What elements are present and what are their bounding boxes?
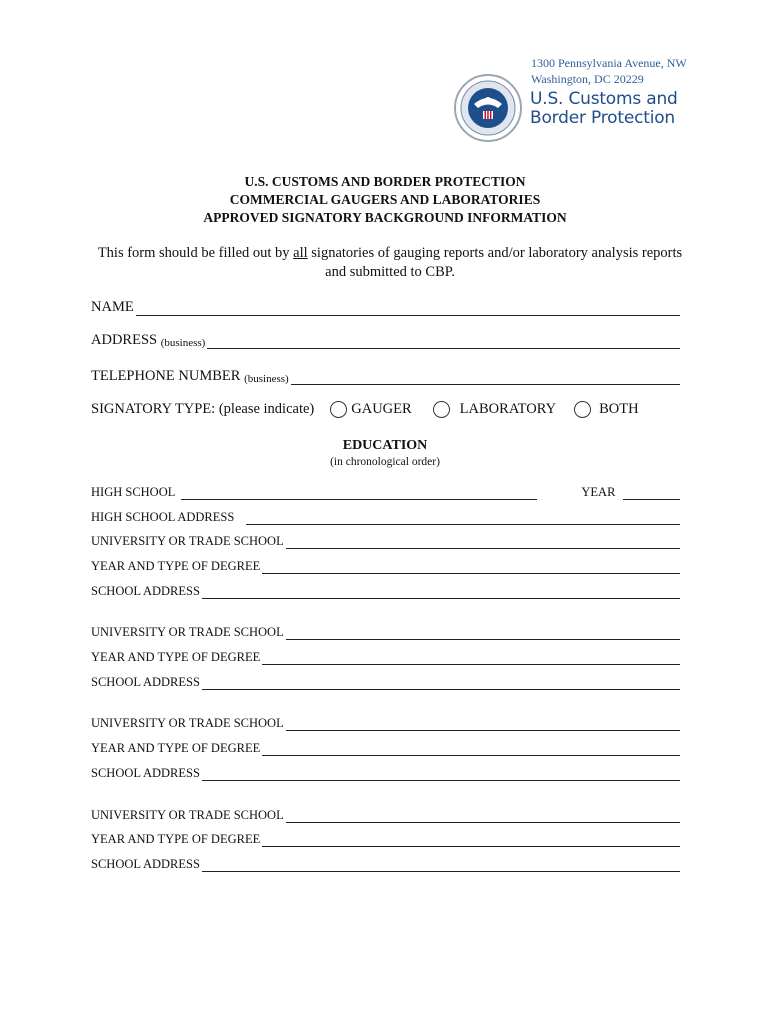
university-row-4 <box>91 808 680 823</box>
both-radio[interactable] <box>574 401 591 418</box>
address-input-line[interactable] <box>207 334 680 349</box>
telephone-note: (business) <box>244 373 289 385</box>
degree-label: YEAR AND TYPE OF DEGREE <box>91 832 261 846</box>
agency-logotype <box>530 90 678 128</box>
degree-label: YEAR AND TYPE OF DEGREE <box>91 559 261 573</box>
degree-input-line[interactable] <box>262 834 680 847</box>
header-address <box>531 55 687 87</box>
address-note: (business) <box>160 337 206 349</box>
telephone-label: TELEPHONE NUMBER <box>91 368 241 384</box>
agency-line-2: Border Protection <box>530 108 676 128</box>
form-title <box>0 173 770 227</box>
year-input-line[interactable] <box>623 487 680 500</box>
degree-row-2 <box>91 650 680 665</box>
school-address-label: SCHOOL ADDRESS <box>91 766 200 780</box>
university-input-line[interactable] <box>286 718 680 731</box>
university-row-3 <box>91 716 680 731</box>
degree-input-line[interactable] <box>262 743 680 756</box>
intro-text <box>95 244 685 282</box>
address-field[interactable] <box>91 332 680 349</box>
school-address-input-line[interactable] <box>202 677 680 690</box>
intro-text-end: signatories of gauging reports and/or laboratory analysis reports and submitted to CBP. <box>307 245 683 280</box>
education-heading-block <box>0 437 770 470</box>
degree-row-3 <box>91 741 680 756</box>
year-label: YEAR <box>581 485 616 499</box>
address-line-1: 1300 Pennsylvania Avenue, NW <box>531 56 687 70</box>
school-address-label: SCHOOL ADDRESS <box>91 857 200 871</box>
university-row-1 <box>91 534 680 549</box>
high-school-address-input-line[interactable] <box>246 512 680 525</box>
high-school-row <box>91 485 680 500</box>
school-address-label: SCHOOL ADDRESS <box>91 675 200 689</box>
signatory-type-group <box>91 401 639 418</box>
high-school-address-row <box>91 510 680 525</box>
education-subheading: (in chronological order) <box>330 456 440 468</box>
high-school-address-label: HIGH SCHOOL ADDRESS <box>91 510 235 524</box>
address-label: ADDRESS <box>91 332 158 348</box>
university-input-line[interactable] <box>286 810 680 823</box>
university-input-line[interactable] <box>286 627 680 640</box>
school-address-row-2 <box>91 675 680 690</box>
education-heading: EDUCATION <box>342 438 428 453</box>
intro-underlined-word: all <box>293 245 308 261</box>
degree-row-1 <box>91 559 680 574</box>
degree-row-4 <box>91 832 680 847</box>
address-line-2: Washington, DC 20229 <box>531 72 644 86</box>
gauger-label: GAUGER <box>351 401 412 417</box>
degree-label: YEAR AND TYPE OF DEGREE <box>91 741 261 755</box>
degree-input-line[interactable] <box>262 652 680 665</box>
both-label: BOTH <box>599 401 639 417</box>
school-address-row-4 <box>91 857 680 872</box>
university-input-line[interactable] <box>286 536 680 549</box>
degree-input-line[interactable] <box>262 561 680 574</box>
high-school-input-line[interactable] <box>181 487 537 500</box>
telephone-input-line[interactable] <box>291 370 680 385</box>
school-address-row-3 <box>91 766 680 781</box>
degree-label: YEAR AND TYPE OF DEGREE <box>91 650 261 664</box>
high-school-label: HIGH SCHOOL <box>91 485 176 499</box>
university-label: UNIVERSITY OR TRADE SCHOOL <box>91 716 284 730</box>
title-line-2: COMMERCIAL GAUGERS AND LABORATORIES <box>229 192 541 207</box>
title-line-1: U.S. CUSTOMS AND BORDER PROTECTION <box>244 174 526 189</box>
name-label: NAME <box>91 299 134 315</box>
laboratory-radio[interactable] <box>433 401 450 418</box>
school-address-row-1 <box>91 584 680 599</box>
school-address-input-line[interactable] <box>202 768 680 781</box>
school-address-label: SCHOOL ADDRESS <box>91 584 200 598</box>
school-address-input-line[interactable] <box>202 859 680 872</box>
agency-line-1: U.S. Customs and <box>530 89 678 109</box>
title-line-3: APPROVED SIGNATORY BACKGROUND INFORMATION <box>203 210 567 225</box>
telephone-field[interactable] <box>91 368 680 385</box>
university-label: UNIVERSITY OR TRADE SCHOOL <box>91 625 284 639</box>
intro-text-start: This form should be filled out by <box>97 245 294 261</box>
university-label: UNIVERSITY OR TRADE SCHOOL <box>91 534 284 548</box>
name-field[interactable] <box>91 299 680 316</box>
university-label: UNIVERSITY OR TRADE SCHOOL <box>91 808 284 822</box>
gauger-radio[interactable] <box>330 401 347 418</box>
dhs-seal-logo <box>454 74 522 142</box>
school-address-input-line[interactable] <box>202 586 680 599</box>
laboratory-label: LABORATORY <box>459 401 557 417</box>
name-input-line[interactable] <box>136 301 680 316</box>
signatory-type-label: SIGNATORY TYPE: (please indicate) <box>91 401 315 417</box>
university-row-2 <box>91 625 680 640</box>
